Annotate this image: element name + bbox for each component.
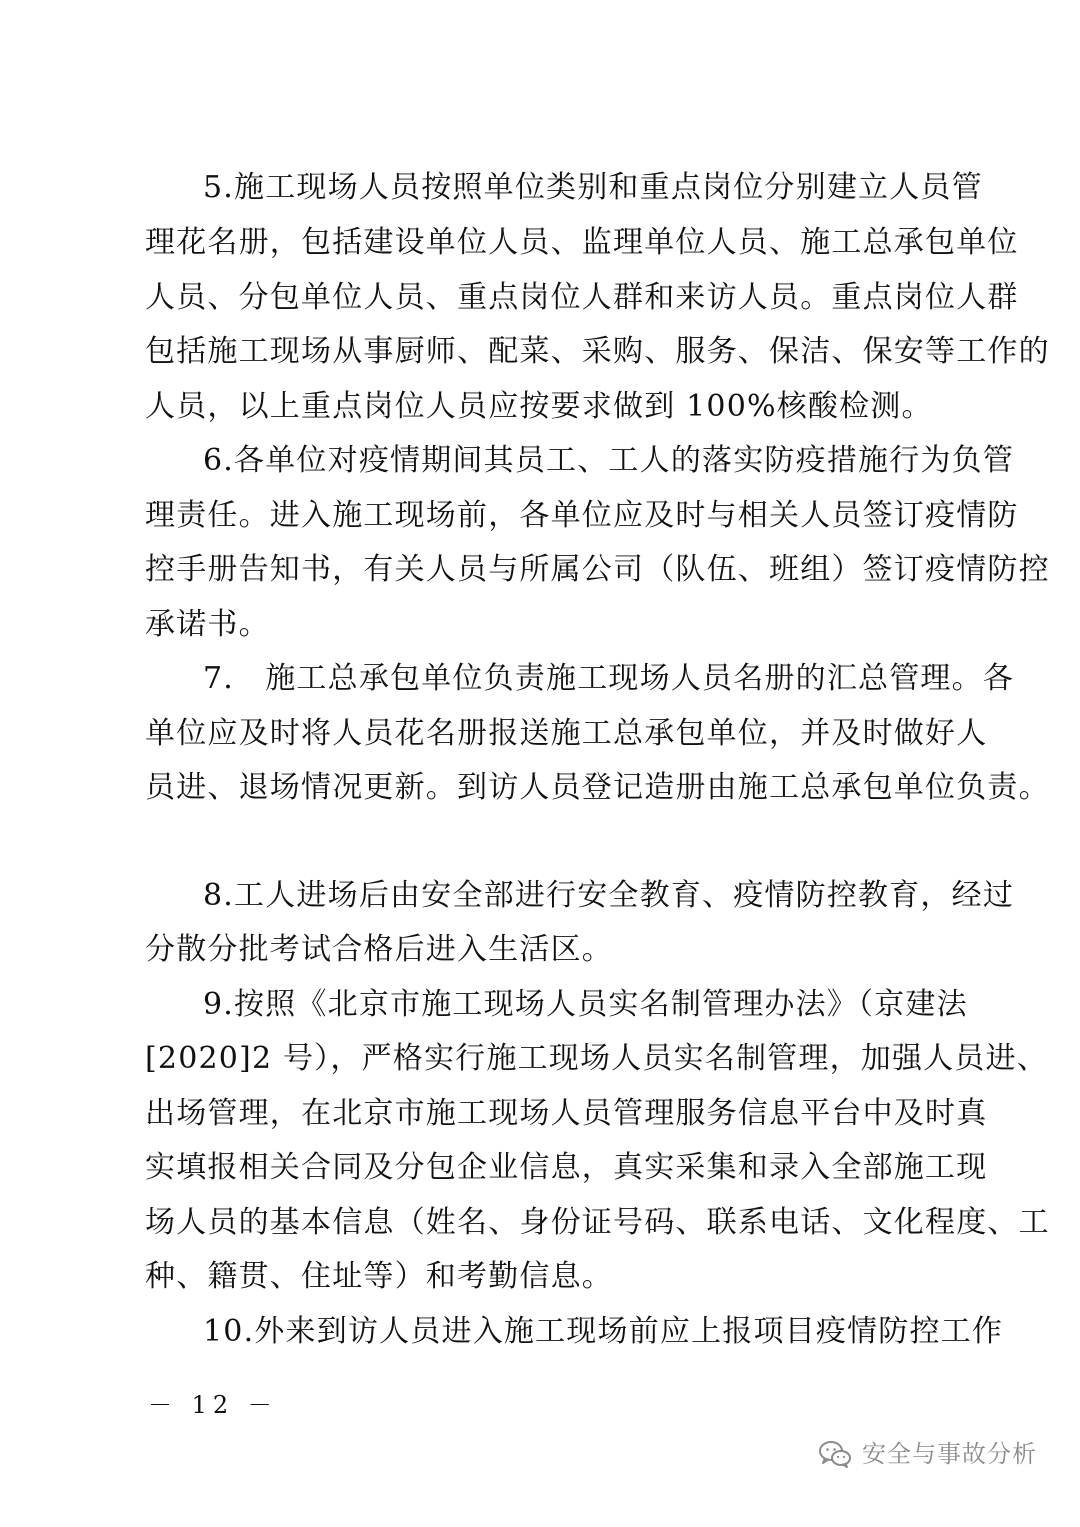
paragraph-9-line-3: 出场管理，在北京市施工现场人员管理服务信息平台中及时真 [145, 1096, 988, 1131]
paragraph-8-line-1: 8.工人进场后由安全部进行安全教育、疫情防控教育，经过 [203, 878, 1015, 913]
paragraph-7-line-1: 7. 施工总承包单位负责施工现场人员名册的汇总管理。各 [203, 661, 1015, 696]
paragraph-10-line-1: 10.外来到访人员进入施工现场前应上报项目疫情防控工作 [203, 1314, 1004, 1349]
paragraph-5-line-3: 人员、分包单位人员、重点岗位人群和来访人员。重点岗位人群 [145, 280, 1019, 315]
paragraph-7-line-2: 单位应及时将人员花名册报送施工总承包单位，并及时做好人 [145, 716, 988, 751]
paragraph-9-line-2: [2020]2 号），严格实行施工现场人员实名制管理，加强人员进、 [145, 1041, 1048, 1076]
paragraph-6-line-2: 理责任。进入施工现场前，各单位应及时与相关人员签订疫情防 [145, 498, 1019, 533]
paragraph-5-line-4: 包括施工现场从事厨师、配菜、采购、服务、保洁、保安等工作的 [145, 334, 1050, 369]
paragraph-7-line-3: 员进、退场情况更新。到访人员登记造册由施工总承包单位负责。 [145, 770, 1050, 805]
paragraph-9-line-6: 种、籍贯、住址等）和考勤信息。 [145, 1259, 613, 1294]
paragraph-9-line-5: 场人员的基本信息（姓名、身份证号码、联系电话、文化程度、工 [145, 1205, 1050, 1240]
paragraph-8-line-2: 分散分批考试合格后进入生活区。 [145, 932, 613, 967]
source-watermark [818, 1434, 1037, 1474]
paragraph-6-line-3: 控手册告知书，有关人员与所属公司（队伍、班组）签订疫情防控 [145, 552, 1050, 587]
paragraph-5-line-5: 人员，以上重点岗位人员应按要求做到 100%核酸检测。 [145, 389, 933, 424]
watermark-text: 安全与事故分析 [862, 1440, 1037, 1468]
paragraph-5-line-2: 理花名册，包括建设单位人员、监理单位人员、施工总承包单位 [145, 225, 1019, 260]
paragraph-6-line-1: 6.各单位对疫情期间其员工、工人的落实防疫措施行为负管 [203, 443, 1015, 478]
paragraph-6-line-4: 承诺书。 [145, 607, 270, 642]
paragraph-9-line-4: 实填报相关合同及分包企业信息，真实采集和录入全部施工现 [145, 1150, 988, 1185]
page-number: － 12 － [148, 1391, 278, 1419]
paragraph-5-line-1: 5.施工现场人员按照单位类别和重点岗位分别建立人员管 [203, 170, 983, 205]
paragraph-9-line-1: 9.按照《北京市施工现场人员实名制管理办法》（京建法 [203, 987, 968, 1022]
wechat-icon [818, 1439, 852, 1469]
